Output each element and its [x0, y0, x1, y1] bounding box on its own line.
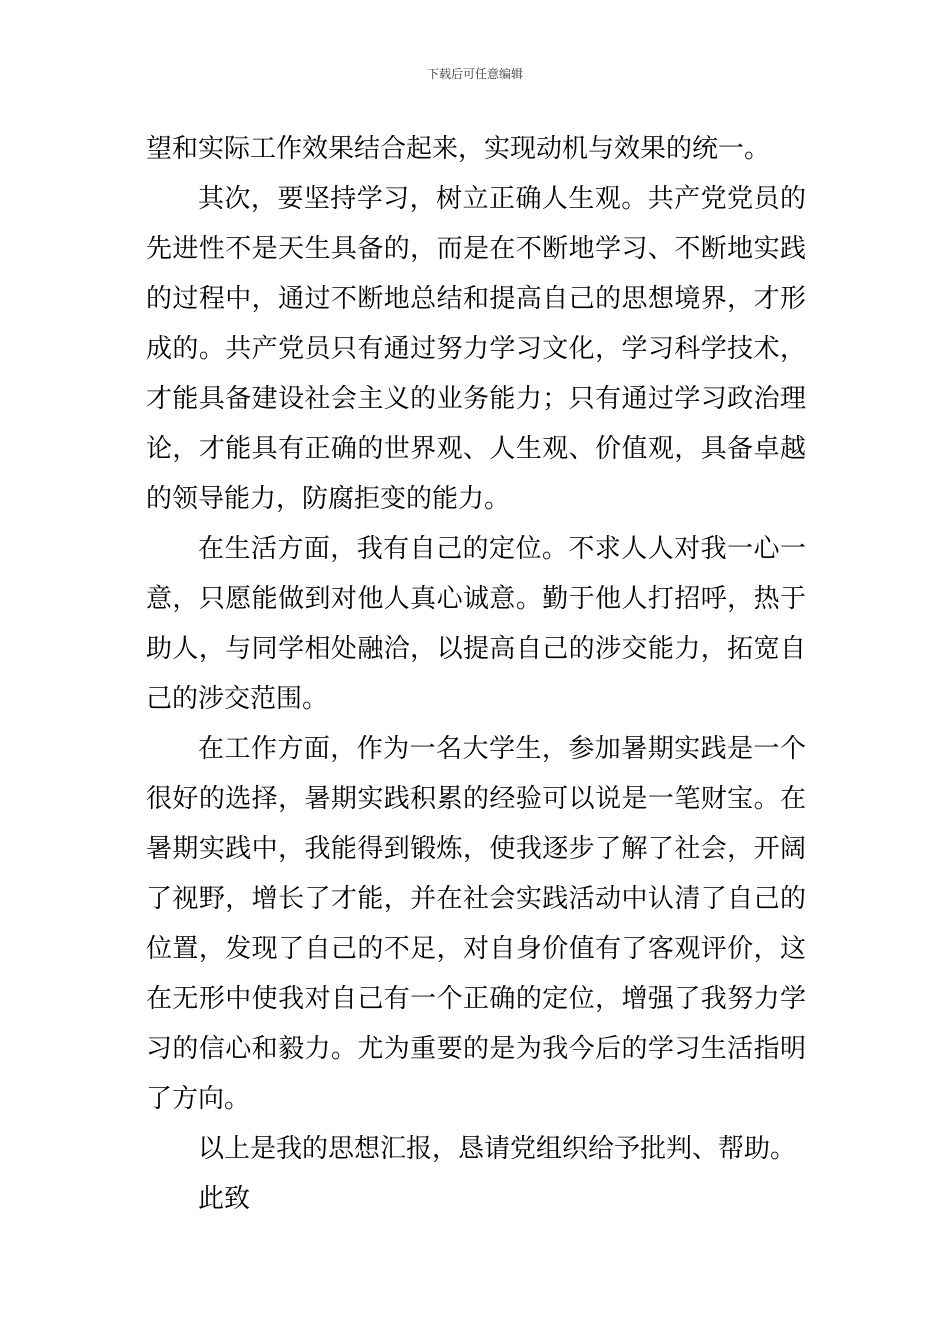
text-line-19: 习的信心和毅力。尤为重要的是为我今后的学习生活指明: [146, 1034, 806, 1064]
text-line-20: 了方向。: [146, 1084, 251, 1114]
text-line-12: 己的涉交范围。: [146, 684, 329, 714]
text-line-16: 了视野，增长了才能，并在社会实践活动中认清了自己的: [146, 884, 806, 914]
text-line-6: 才能具备建设社会主义的业务能力；只有通过学习政治理: [146, 384, 806, 414]
text-line-8: 的领导能力，防腐拒变的能力。: [146, 484, 511, 514]
text-line-21: 以上是我的思想汇报，恳请党组织给予批判、帮助。: [198, 1134, 797, 1164]
text-line-14: 很好的选择，暑期实践积累的经验可以说是一笔财宝。在: [146, 784, 806, 814]
text-line-4: 的过程中，通过不断地总结和提高自己的思想境界，才形: [146, 284, 806, 314]
text-line-18: 在无形中使我对自己有一个正确的定位，增强了我努力学: [146, 984, 806, 1014]
text-line-9: 在生活方面，我有自己的定位。不求人人对我一心一: [198, 534, 806, 564]
header-note: 下载后可任意编辑: [426, 67, 523, 81]
text-line-15: 暑期实践中，我能得到锻炼，使我逐步了解了社会，开阔: [146, 834, 806, 864]
text-line-17: 位置，发现了自己的不足，对自身价值有了客观评价，这: [146, 934, 806, 964]
text-line-11: 助人，与同学相处融洽，以提高自己的涉交能力，拓宽自: [146, 634, 806, 664]
text-line-22: 此致: [198, 1184, 251, 1214]
text-line-2: 其次，要坚持学习，树立正确人生观。共产党党员的: [198, 184, 806, 214]
text-line-7: 论，才能具有正确的世界观、人生观、价值观，具备卓越: [146, 434, 806, 464]
text-line-10: 意，只愿能做到对他人真心诚意。勤于他人打招呼，热于: [146, 584, 806, 614]
text-line-13: 在工作方面，作为一名大学生，参加暑期实践是一个: [198, 734, 806, 764]
document-body: [146, 124, 806, 1224]
text-line-3: 先进性不是天生具备的，而是在不断地学习、不断地实践: [146, 234, 806, 264]
text-line-5: 成的。共产党员只有通过努力学习文化，学习科学技术，: [146, 334, 806, 364]
text-line-1: 望和实际工作效果结合起来，实现动机与效果的统一。: [146, 134, 771, 164]
